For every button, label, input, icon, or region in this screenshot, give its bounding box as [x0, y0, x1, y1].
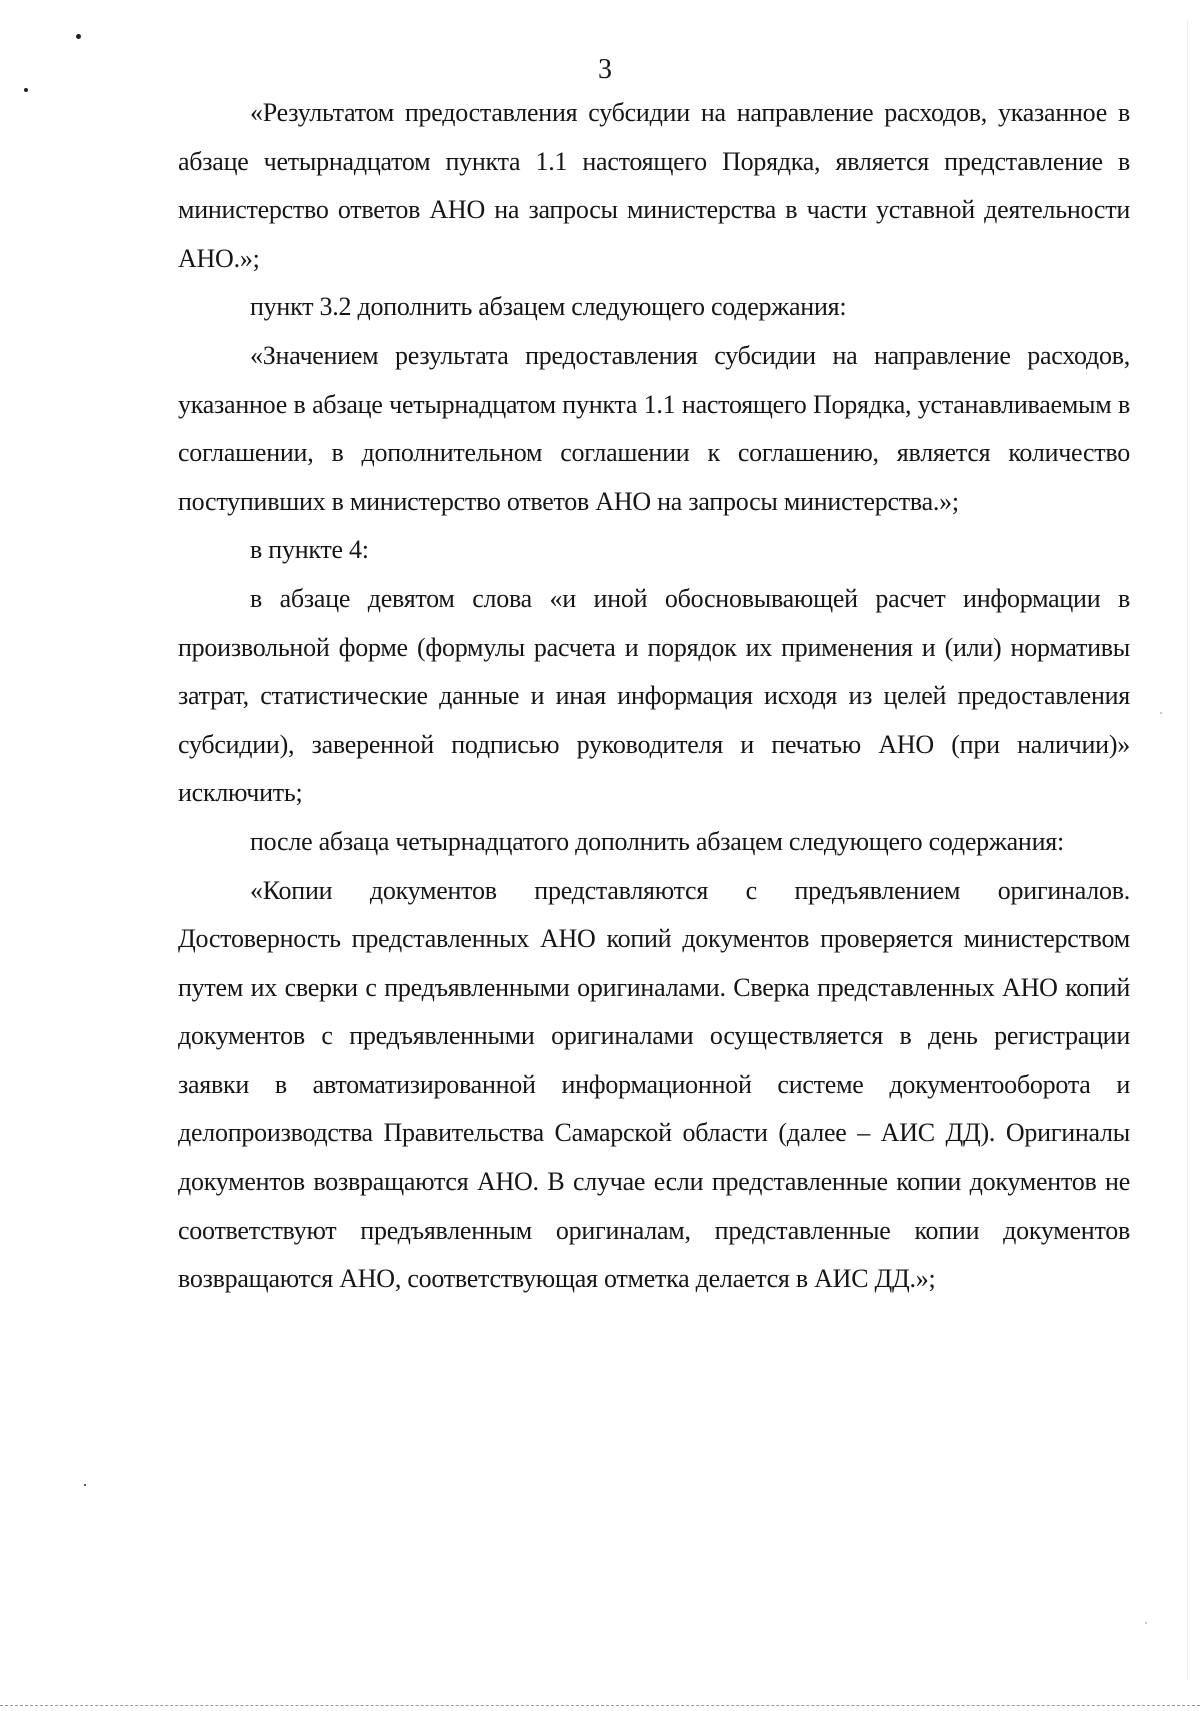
scan-speck [1160, 712, 1162, 714]
scan-speck [84, 1484, 86, 1486]
paragraph-copies-of-documents: «Копии документов представляются с предъявлением оригиналов. Достоверность представленных АНО копий документов проверяется министерством путем их сверки с предъявленными оригиналами. Сверка представленных АНО копий документов с предъявленными оригиналами осуществляется в день регистрации заявки в автоматизированной информационной системе документооборота и делопроизводства Правительства Самарской области (далее – АИС ДД). Оригиналы документов возвращаются АНО. В случае если представленные копии документов не соответствуют предъявленным оригиналам, представленные копии документов возвращаются АНО, соответствующая отметка делается в АИС ДД.»; [178, 875, 1130, 1294]
paragraph-result-value: «Значением результата предоставления субсидии на направление расходов, указанное в абзаце четырнадцатом пункта 1.1 настоящего Порядка, устанавливаемым в соглашении, в дополнительном соглашении к соглашению, является количество поступивших в министерство ответов АНО на запросы министерства.»; [178, 340, 1130, 516]
paragraph-result-definition: «Результатом предоставления субсидии на направление расходов, указанное в абзаце четырнадцатом пункта 1.1 настоящего Порядка, является представление в министерство ответов АНО на запросы министерства в части уставной деятельности АНО.»; [178, 98, 1130, 273]
paragraph-clause-3-2: пункт 3.2 дополнить абзацем следующего содержания: [250, 292, 847, 322]
scan-speck [76, 34, 81, 39]
scan-bottom-edge [0, 1705, 1200, 1706]
page-number: 3 [598, 54, 612, 85]
document-body [178, 89, 1130, 1304]
scan-speck [1145, 1622, 1147, 1624]
scan-edge-mark [1187, 20, 1188, 1680]
paragraph-ninth-amendment: в абзаце девятом слова «и иной обосновывающей расчет информации в произвольной форме (формулы расчета и порядок их применения и (или) нормативы затрат, статистические данные и иная информация исходя из целей предоставления субсидии), заверенной подписью руководителя и печатью АНО (при наличии)» исключить; [178, 583, 1130, 808]
scan-speck [24, 88, 28, 92]
paragraph-after-fourteenth: после абзаца четырнадцатого дополнить абзацем следующего содержания: [250, 826, 1064, 856]
paragraph-clause-4: в пункте 4: [250, 535, 369, 565]
